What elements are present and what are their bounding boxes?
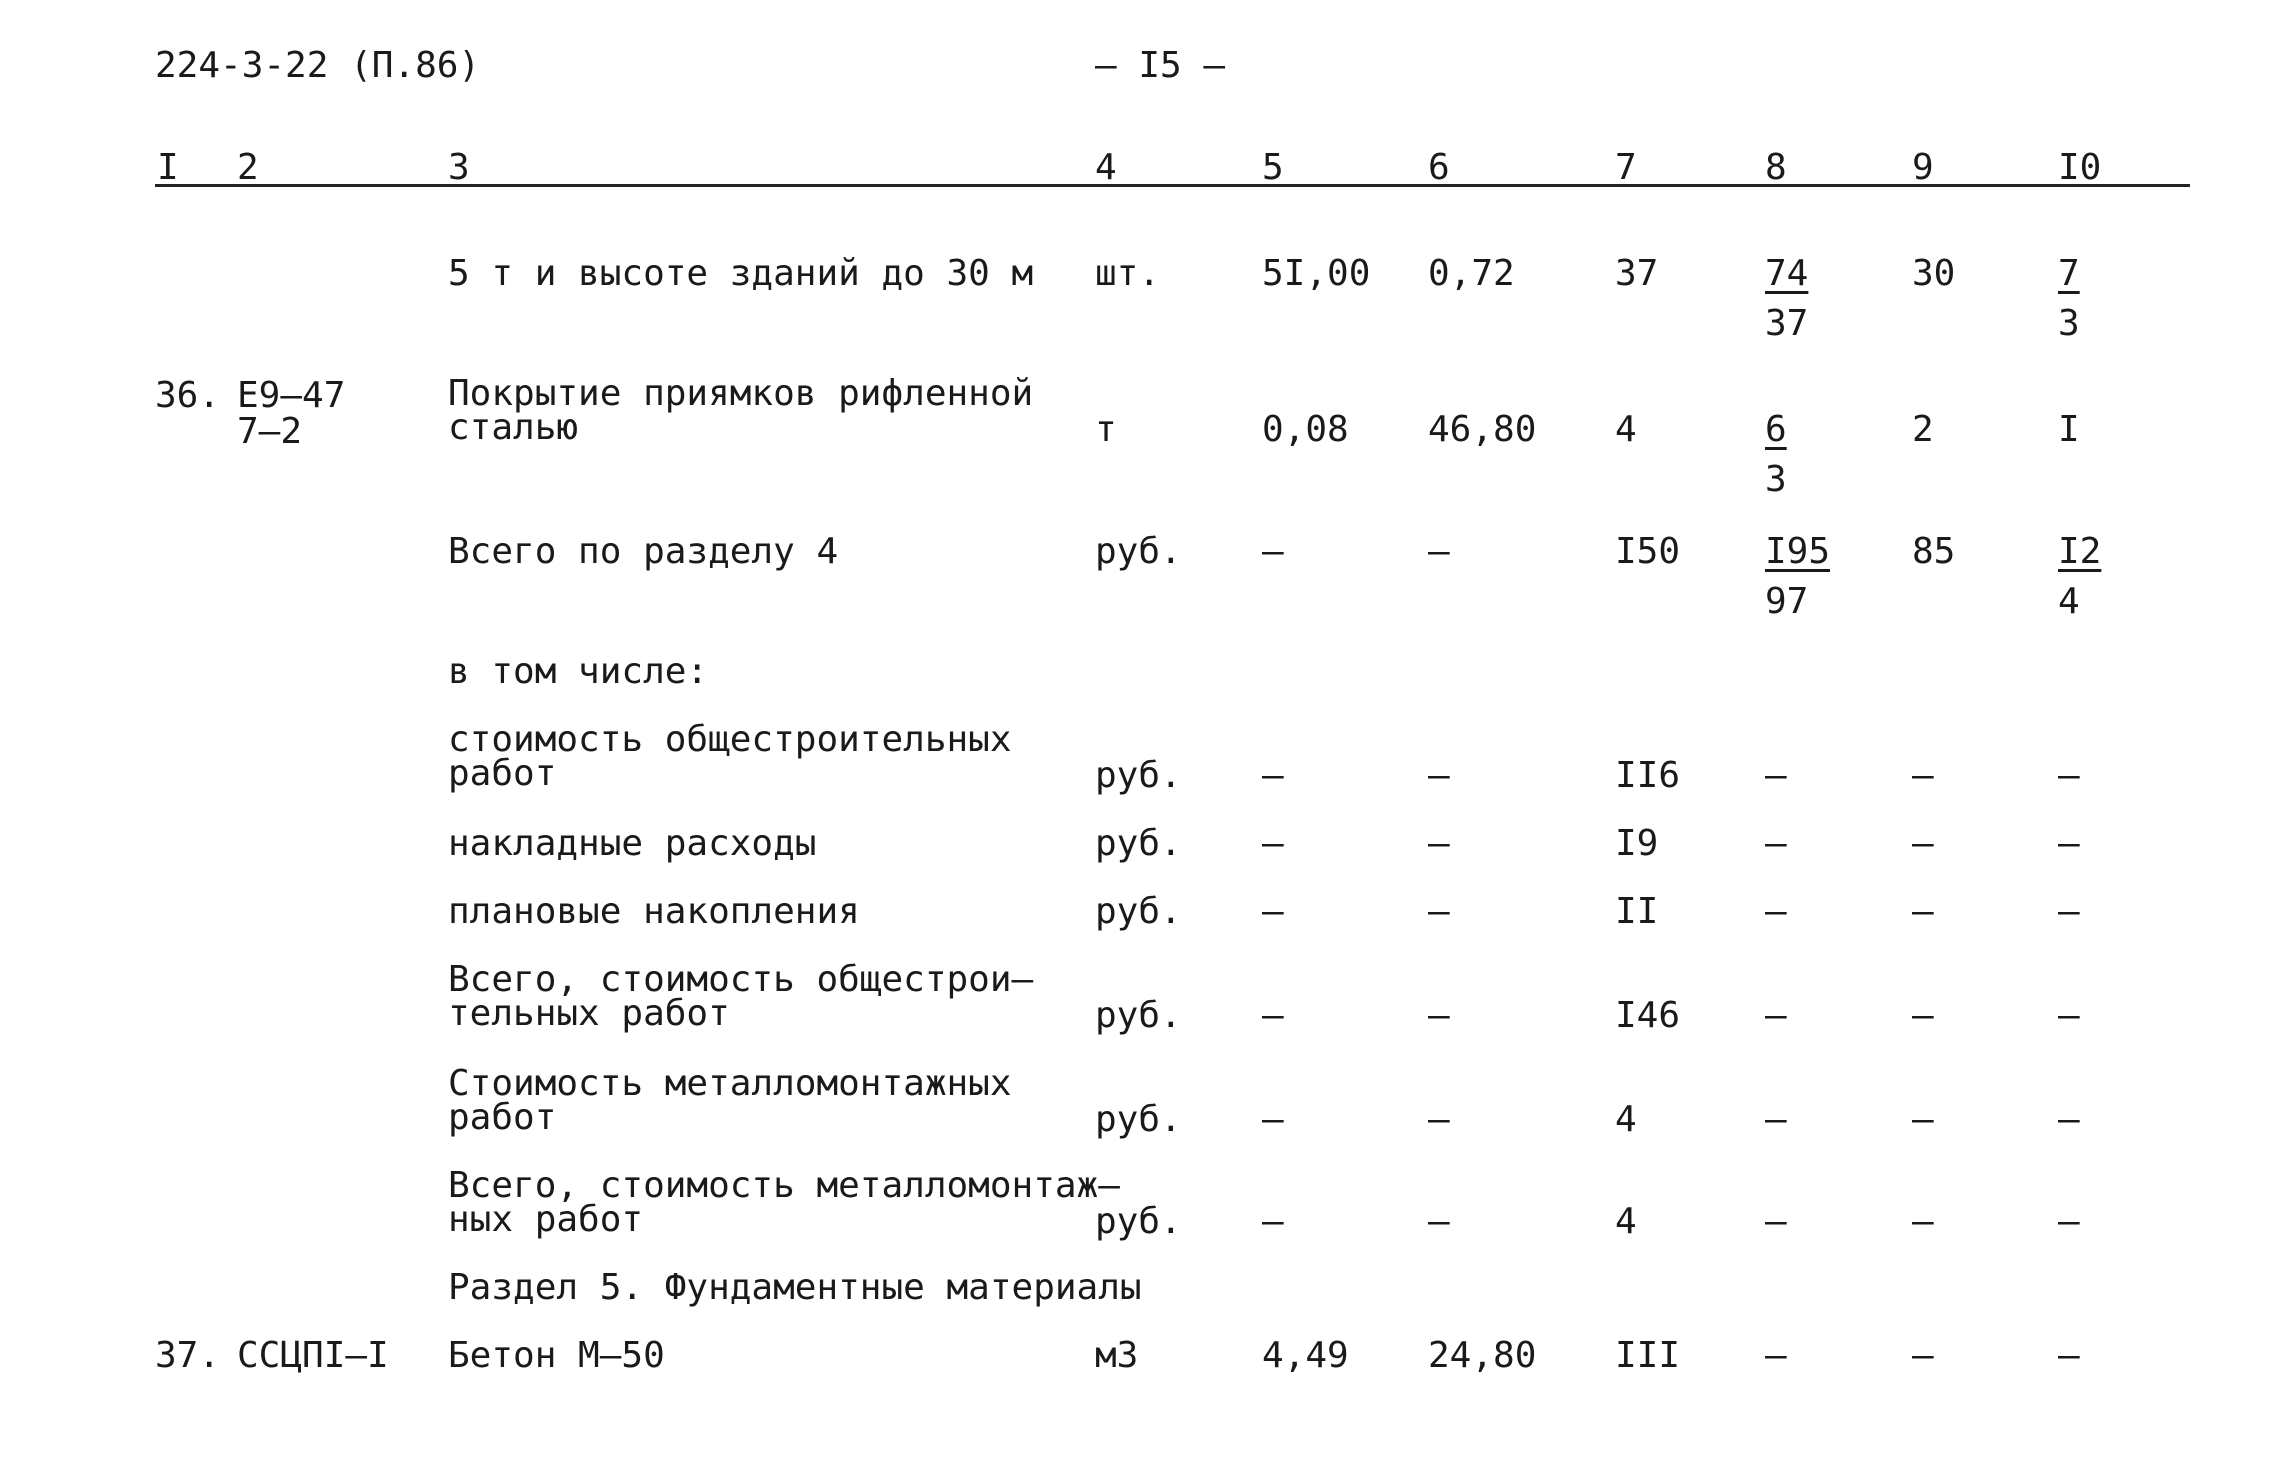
row-col8: – [1765, 1099, 1787, 1140]
row-col9: – [1912, 755, 1934, 796]
section-title: Раздел 5. Фундаментные материалы [448, 1267, 1142, 1308]
row-col6: – [1428, 755, 1450, 796]
row-col8: – [1765, 1335, 1787, 1376]
row-col8-top: 6 [1765, 409, 1787, 450]
row-unit: руб. [1095, 1099, 1182, 1140]
row-col8-top: I95 [1765, 531, 1831, 572]
row-col9: 2 [1912, 409, 1934, 450]
row-col9: 85 [1912, 531, 1956, 572]
row-description: накладные расходы [448, 823, 817, 864]
row-col7: 4 [1615, 409, 1637, 450]
row-col10-bottom: 3 [2058, 303, 2080, 344]
row-description: в том числе: [448, 651, 709, 692]
row-description: Всего по разделу 4 [448, 531, 839, 572]
row-col10: – [2058, 823, 2080, 864]
row-description: Покрытие приямков рифленной [448, 373, 1034, 414]
column-header-8: 8 [1765, 147, 1787, 188]
row-col10-top: I2 [2058, 531, 2102, 572]
row-col10: I [2058, 409, 2080, 450]
row-col5: – [1262, 755, 1284, 796]
row-description-line2: работ [448, 753, 557, 794]
row-col6: 24,80 [1428, 1335, 1537, 1376]
row-col9: 30 [1912, 253, 1956, 294]
row-col5: 4,49 [1262, 1335, 1349, 1376]
document-code: 224-3-22 (П.86) [155, 45, 481, 86]
row-unit: руб. [1095, 823, 1182, 864]
row-col7: III [1615, 1335, 1681, 1376]
row-col7: 37 [1615, 253, 1659, 294]
row-col9: – [1912, 1201, 1934, 1242]
row-description: стоимость общестроительных [448, 719, 1012, 760]
row-col9: – [1912, 1099, 1934, 1140]
row-col6: 0,72 [1428, 253, 1515, 294]
column-header-10: I0 [2058, 147, 2102, 188]
row-col6: – [1428, 891, 1450, 932]
row-col5: – [1262, 1099, 1284, 1140]
row-col8: – [1765, 891, 1787, 932]
row-col8: – [1765, 755, 1787, 796]
row-description-line2: ных работ [448, 1199, 644, 1240]
row-col8: – [1765, 995, 1787, 1036]
row-col5: – [1262, 1201, 1284, 1242]
row-col6: – [1428, 1201, 1450, 1242]
row-unit: руб. [1095, 891, 1182, 932]
row-col7: 4 [1615, 1201, 1637, 1242]
row-col6: – [1428, 531, 1450, 572]
row-unit: руб. [1095, 1201, 1182, 1242]
row-col7: I50 [1615, 531, 1681, 572]
row-col10-top: 7 [2058, 253, 2080, 294]
row-code: ССЦПI–I [237, 1335, 389, 1376]
row-col8-bottom: 3 [1765, 459, 1787, 500]
row-col7: 4 [1615, 1099, 1637, 1140]
row-unit: м3 [1095, 1335, 1139, 1376]
row-description: плановые накопления [448, 891, 860, 932]
row-description: Бетон М–50 [448, 1335, 665, 1376]
row-col9: – [1912, 823, 1934, 864]
row-unit: руб. [1095, 531, 1182, 572]
row-col5: 0,08 [1262, 409, 1349, 450]
row-col6: – [1428, 995, 1450, 1036]
row-description: Стоимость металломонтажных [448, 1063, 1012, 1104]
row-col9: – [1912, 995, 1934, 1036]
row-code: Е9–47 [237, 375, 346, 416]
row-code-line2: 7–2 [237, 411, 303, 452]
row-col10: – [2058, 1201, 2080, 1242]
row-col9: – [1912, 1335, 1934, 1376]
column-header-7: 7 [1615, 147, 1637, 188]
row-col8-bottom: 37 [1765, 303, 1809, 344]
row-description: 5 т и высоте зданий до 30 м [448, 253, 1034, 294]
row-description: Всего, стоимость металломонтаж– [448, 1165, 1120, 1206]
row-col10: – [2058, 1099, 2080, 1140]
row-unit: руб. [1095, 755, 1182, 796]
row-col7: I9 [1615, 823, 1659, 864]
row-col9: – [1912, 891, 1934, 932]
row-col5: – [1262, 995, 1284, 1036]
header-rule [155, 184, 2190, 187]
column-header-2: 2 [237, 147, 259, 188]
row-unit: шт. [1095, 253, 1161, 294]
column-header-9: 9 [1912, 147, 1934, 188]
row-number: 36. [155, 375, 221, 416]
column-header-3: 3 [448, 147, 470, 188]
row-col6: – [1428, 823, 1450, 864]
row-description-line2: работ [448, 1097, 557, 1138]
row-number: 37. [155, 1335, 221, 1376]
row-unit: руб. [1095, 995, 1182, 1036]
row-col8: – [1765, 1201, 1787, 1242]
row-col7: II [1615, 891, 1659, 932]
row-col6: 46,80 [1428, 409, 1537, 450]
row-col6: – [1428, 1099, 1450, 1140]
row-description-line2: сталью [448, 407, 579, 448]
row-col5: – [1262, 823, 1284, 864]
column-header-6: 6 [1428, 147, 1450, 188]
row-col10: – [2058, 891, 2080, 932]
row-description-line2: тельных работ [448, 993, 730, 1034]
row-col5: – [1262, 891, 1284, 932]
row-col7: II6 [1615, 755, 1681, 796]
column-header-5: 5 [1262, 147, 1284, 188]
row-col10: – [2058, 755, 2080, 796]
column-header-4: 4 [1095, 147, 1117, 188]
row-col10: – [2058, 995, 2080, 1036]
page-number: – I5 – [1095, 45, 1226, 86]
row-unit: т [1095, 409, 1117, 450]
row-col8-top: 74 [1765, 253, 1809, 294]
row-col5: 5I,00 [1262, 253, 1371, 294]
row-col10-bottom: 4 [2058, 581, 2080, 622]
row-description: Всего, стоимость общестрои– [448, 959, 1034, 1000]
row-col8-bottom: 97 [1765, 581, 1809, 622]
column-header-1: I [157, 147, 179, 188]
row-col7: I46 [1615, 995, 1681, 1036]
row-col10: – [2058, 1335, 2080, 1376]
row-col5: – [1262, 531, 1284, 572]
row-col8: – [1765, 823, 1787, 864]
